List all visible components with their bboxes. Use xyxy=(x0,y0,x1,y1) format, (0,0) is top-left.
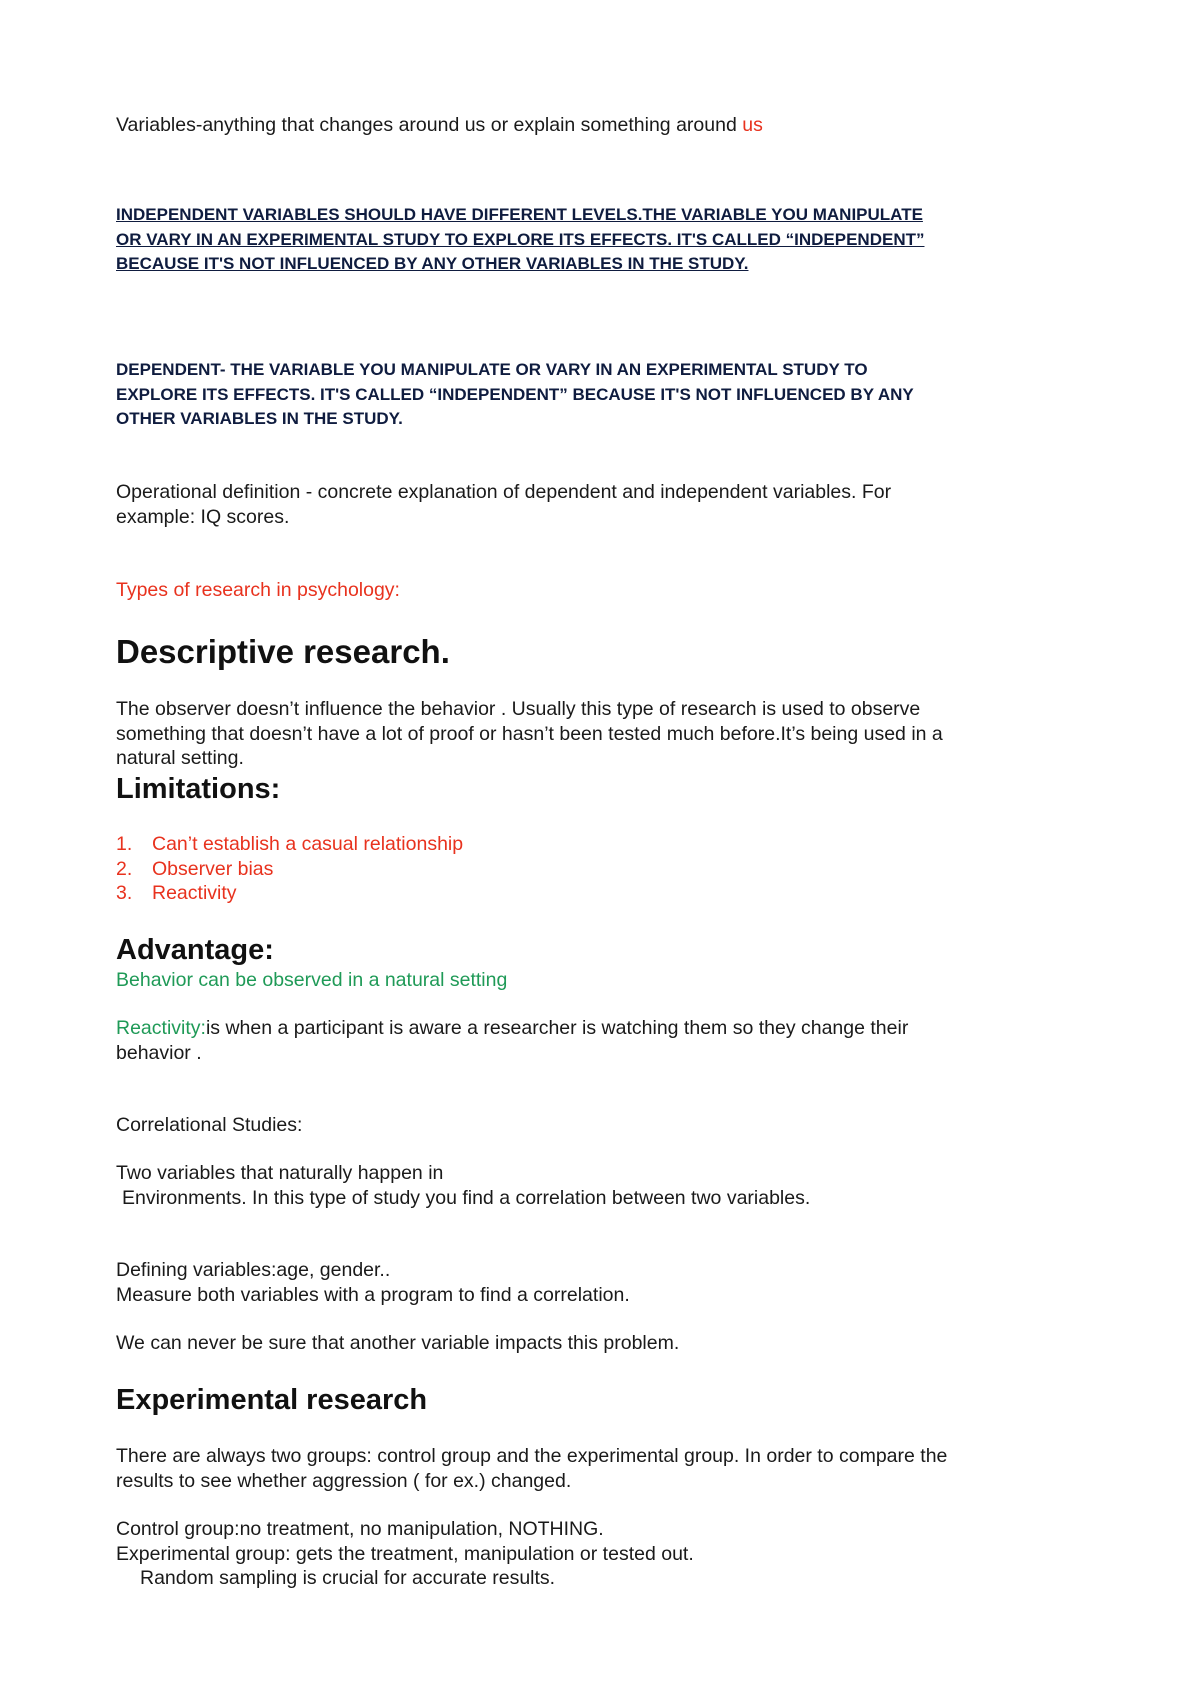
dependent-line-1: DEPENDENT- THE VARIABLE YOU MANIPULATE OR VARY IN AN EXPERIMENTAL STUDY TO xyxy=(116,360,868,379)
correlational-line-1: Two variables that naturally happen in xyxy=(116,1162,444,1184)
limitations-heading: Limitations: xyxy=(116,773,281,805)
never-sure-paragraph: We can never be sure that another variable impacts this problem. xyxy=(116,1332,680,1354)
reactivity-line-1-rest: is when a participant is aware a researcher is watching them so they change their xyxy=(205,1017,909,1039)
reactivity-line-2: behavior . xyxy=(116,1041,202,1064)
list-item-text: Can’t establish a casual relationship xyxy=(152,833,464,855)
list-item xyxy=(116,881,1096,906)
dependent-line-2: EXPLORE ITS EFFECTS. IT'S CALLED “INDEPENDENT” BECAUSE IT'S NOT INFLUENCED BY ANY xyxy=(116,384,914,404)
reactivity-term: Reactivity: xyxy=(116,1017,206,1039)
independent-line-2: OR VARY IN AN EXPERIMENTAL STUDY TO EXPLORE ITS EFFECTS. IT'S CALLED “INDEPENDENT” xyxy=(116,229,925,249)
descriptive-line-3: natural setting. xyxy=(116,747,244,769)
correlational-paragraph xyxy=(116,1161,1096,1210)
descriptive-research-heading: Descriptive research. xyxy=(116,633,450,670)
operational-definition-paragraph xyxy=(116,480,1096,529)
groups-paragraph xyxy=(116,1517,1096,1591)
operational-line-2: example: IQ scores. xyxy=(116,505,290,528)
advantage-text: Behavior can be observed in a natural setting xyxy=(116,969,508,991)
experimental-paragraph xyxy=(116,1444,1096,1493)
intro-text: Variables-anything that changes around us or explain something around xyxy=(116,114,743,136)
list-item-text: Observer bias xyxy=(152,857,274,880)
list-item xyxy=(116,832,1096,857)
dependent-line-3: OTHER VARIABLES IN THE STUDY. xyxy=(116,409,403,428)
list-item-number: 3. xyxy=(116,882,133,904)
experimental-line-1: There are always two groups: control group and the experimental group. In order to compare the xyxy=(116,1445,948,1467)
experimental-group-line: Experimental group: gets the treatment, manipulation or tested out. xyxy=(116,1542,694,1565)
experimental-line-2: results to see whether aggression ( for ex.) changed. xyxy=(116,1469,572,1492)
intro-paragraph xyxy=(116,113,1096,138)
descriptive-line-1: The observer doesn’t influence the behavior . Usually this type of research is used to observe xyxy=(116,698,921,720)
independent-line-1: INDEPENDENT VARIABLES SHOULD HAVE DIFFERENT LEVELS.THE VARIABLE YOU MANIPULATE xyxy=(116,205,923,224)
measure-variables-line: Measure both variables with a program to find a correlation. xyxy=(116,1283,630,1306)
defining-variables-paragraph xyxy=(116,1258,1096,1307)
experimental-research-heading: Experimental research xyxy=(116,1384,428,1416)
dependent-variables-paragraph xyxy=(116,358,1096,432)
list-item xyxy=(116,857,1096,882)
reactivity-paragraph xyxy=(116,1016,1096,1065)
reactivity-line-1 xyxy=(116,1016,1096,1041)
random-sampling-line: Random sampling is crucial for accurate results. xyxy=(140,1567,556,1589)
independent-line-3: BECAUSE IT'S NOT INFLUENCED BY ANY OTHER VARIABLES IN THE STUDY. xyxy=(116,254,749,273)
list-item-text: Reactivity xyxy=(152,882,237,904)
types-of-research-label: Types of research in psychology: xyxy=(116,579,400,601)
descriptive-paragraph xyxy=(116,697,1096,771)
operational-line-1: Operational definition - concrete explanation of dependent and independent variables. For xyxy=(116,481,892,503)
independent-variables-paragraph xyxy=(116,203,1096,277)
limitations-list xyxy=(116,832,1096,906)
defining-variables-line: Defining variables:age, gender.. xyxy=(116,1259,391,1281)
control-group-line: Control group:no treatment, no manipulation, NOTHING. xyxy=(116,1518,604,1540)
list-item-number: 2. xyxy=(116,857,133,880)
advantage-heading: Advantage: xyxy=(116,934,274,966)
intro-red-word: us xyxy=(742,114,763,136)
descriptive-line-2: something that doesn’t have a lot of proof or hasn’t been tested much before.It’s being used in a xyxy=(116,722,943,745)
correlational-studies-heading: Correlational Studies: xyxy=(116,1114,303,1136)
list-item-number: 1. xyxy=(116,833,133,855)
correlational-line-2: Environments. In this type of study you find a correlation between two variables. xyxy=(122,1186,811,1209)
